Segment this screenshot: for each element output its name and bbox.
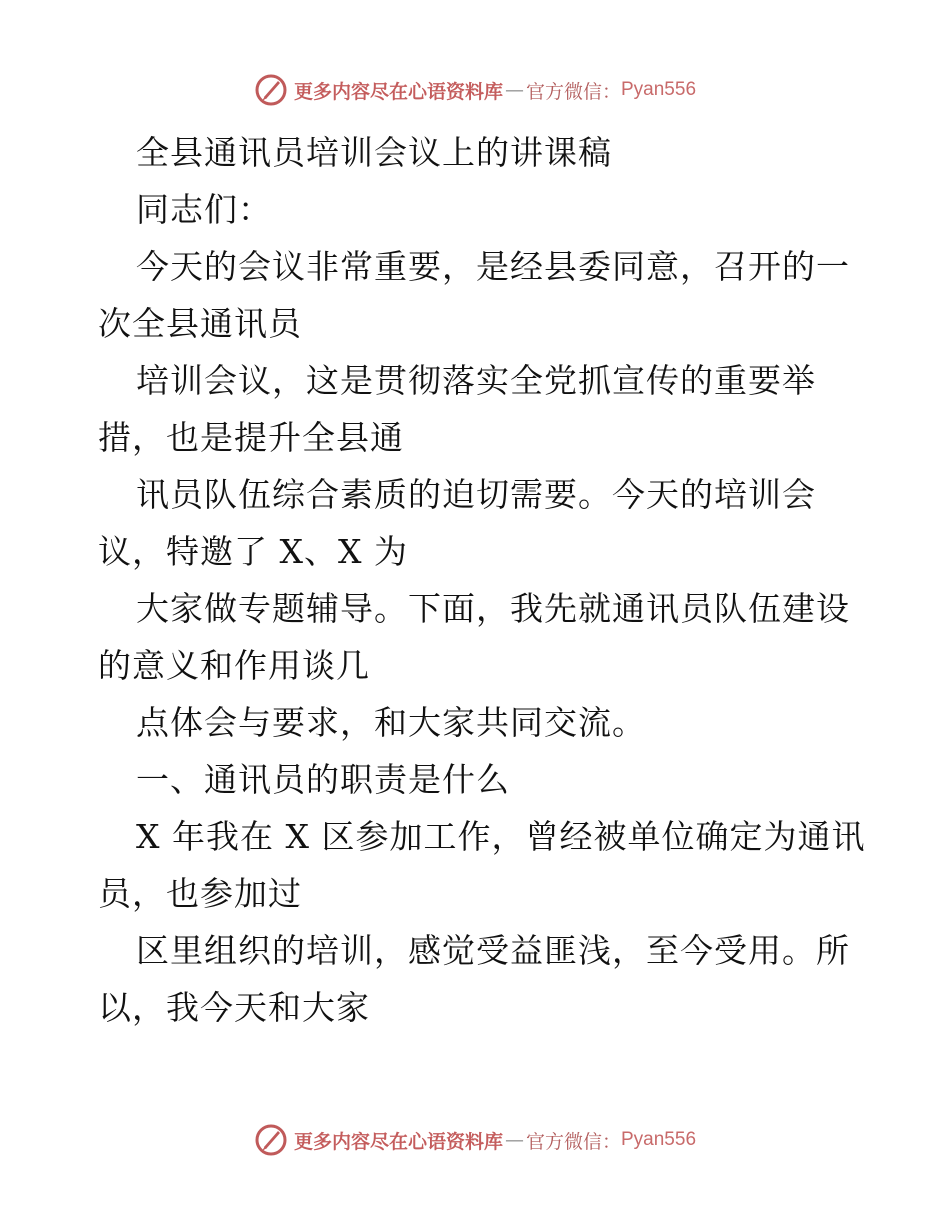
text-line: 同志们： (136, 190, 272, 229)
text-line: 的意义和作用谈几 (98, 646, 370, 685)
text-line: 措，也是提升全县通 (98, 418, 404, 457)
text-line: 讯员队伍综合素质的迫切需要。今天的培训会 (136, 475, 816, 514)
document-body (98, 124, 866, 1036)
quill-pen-logo-icon (254, 1123, 288, 1157)
text-line: 区里组织的培训，感觉受益匪浅，至今受用。所 (136, 931, 850, 970)
text-line: 培训会议，这是贯彻落实全党抓宣传的重要举 (136, 361, 816, 400)
header-banner (0, 70, 950, 110)
text-line: 一、通讯员的职责是什么 (136, 760, 510, 799)
quill-pen-logo-icon (254, 73, 288, 107)
text-line: 大家做专题辅导。下面，我先就通讯员队伍建设 (136, 589, 850, 628)
text-line: 以，我今天和大家 (98, 988, 370, 1027)
banner-wechat-id: Pyan556 (621, 1129, 697, 1150)
banner-wechat-label: 官方微信： (525, 1130, 621, 1153)
banner-wechat-id: Pyan556 (621, 79, 697, 100)
text-line: 今天的会议非常重要，是经县委同意，召开的一 (136, 247, 850, 286)
text-line: 议，特邀了 X、X 为 (98, 532, 408, 571)
text-line: 点体会与要求，和大家共同交流。 (136, 703, 646, 742)
banner-wechat-label: 官方微信： (525, 80, 621, 103)
banner-title: 更多内容尽在心语资料库 (293, 80, 503, 103)
text-line: X 年我在 X 区参加工作，曾经被单位确定为通讯 (136, 817, 866, 856)
footer-banner (0, 1120, 950, 1160)
text-line: 员，也参加过 (98, 874, 302, 913)
text-line: 次全县通讯员 (98, 304, 302, 343)
banner-title: 更多内容尽在心语资料库 (293, 1130, 503, 1153)
banner-separator: — (504, 1129, 524, 1151)
banner-separator: — (504, 79, 524, 101)
text-line: 全县通讯员培训会议上的讲课稿 (136, 133, 612, 172)
